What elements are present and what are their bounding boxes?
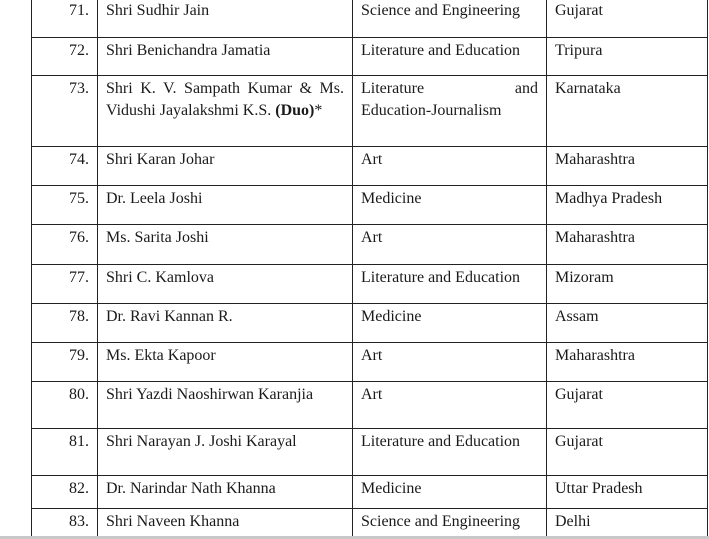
footnote-mark: * xyxy=(314,102,323,119)
award-field: Science and Engineering xyxy=(353,509,547,537)
state: Gujarat xyxy=(547,429,708,476)
awardee-name: Ms. Sarita Joshi xyxy=(98,225,353,265)
serial-number: 72. xyxy=(32,38,98,76)
awardee-name: Shri Benichandra Jamatia xyxy=(98,38,353,76)
field-word-literature: Literature xyxy=(361,80,425,97)
field-line-2: Education-Journalism xyxy=(361,102,502,119)
table-row xyxy=(32,186,708,225)
award-field: Literature and Education xyxy=(353,265,547,304)
awardee-name: Dr. Leela Joshi xyxy=(98,186,353,225)
state: Mizoram xyxy=(547,265,708,304)
award-field: Art xyxy=(353,382,547,429)
awardee-name: Shri Naveen Khanna xyxy=(98,509,353,537)
awardee-name: Dr. Ravi Kannan R. xyxy=(98,304,353,343)
award-field: Medicine xyxy=(353,476,547,509)
serial-number: 82. xyxy=(32,476,98,509)
state: Assam xyxy=(547,304,708,343)
awardee-name: Shri Sudhir Jain xyxy=(98,0,353,38)
state: Maharashtra xyxy=(547,343,708,382)
table-row xyxy=(32,0,708,38)
awardee-name xyxy=(98,76,353,147)
state: Uttar Pradesh xyxy=(547,476,708,509)
award-field: Literature and Education xyxy=(353,429,547,476)
serial-number: 73. xyxy=(32,76,98,147)
serial-number: 75. xyxy=(32,186,98,225)
awardee-name: Shri Narayan J. Joshi Karayal xyxy=(98,429,353,476)
award-field: Art xyxy=(353,225,547,265)
awardee-name: Shri C. Kamlova xyxy=(98,265,353,304)
award-field: Medicine xyxy=(353,186,547,225)
table-row xyxy=(32,476,708,509)
table-row xyxy=(32,429,708,476)
award-field: Art xyxy=(353,343,547,382)
serial-number: 71. xyxy=(32,0,98,38)
awardee-name: Shri Karan Johar xyxy=(98,147,353,186)
state: Tripura xyxy=(547,38,708,76)
award-field xyxy=(353,76,547,147)
table-row xyxy=(32,147,708,186)
serial-number: 80. xyxy=(32,382,98,429)
table-row xyxy=(32,509,708,537)
award-field: Medicine xyxy=(353,304,547,343)
serial-number: 81. xyxy=(32,429,98,476)
award-field: Literature and Education xyxy=(353,38,547,76)
table-row xyxy=(32,382,708,429)
table-row xyxy=(32,76,708,147)
table-row xyxy=(32,343,708,382)
field-word-and: and xyxy=(514,80,538,97)
table-row xyxy=(32,304,708,343)
awardee-name: Dr. Narindar Nath Khanna xyxy=(98,476,353,509)
state: Madhya Pradesh xyxy=(547,186,708,225)
awardee-name: Ms. Ekta Kapoor xyxy=(98,343,353,382)
serial-number: 74. xyxy=(32,147,98,186)
state: Gujarat xyxy=(547,0,708,38)
serial-number: 83. xyxy=(32,509,98,537)
table-row xyxy=(32,225,708,265)
state: Maharashtra xyxy=(547,147,708,186)
state: Gujarat xyxy=(547,382,708,429)
awardee-name: Shri Yazdi Naoshirwan Karanjia xyxy=(98,382,353,429)
award-field: Science and Engineering xyxy=(353,0,547,38)
serial-number: 78. xyxy=(32,304,98,343)
serial-number: 76. xyxy=(32,225,98,265)
state: Karnataka xyxy=(547,76,708,147)
state: Maharashtra xyxy=(547,225,708,265)
award-field: Art xyxy=(353,147,547,186)
state: Delhi xyxy=(547,509,708,537)
serial-number: 77. xyxy=(32,265,98,304)
awardee-name-text: Shri K. V. Sampath Kumar & Ms. Vidushi Jayalakshmi K.S. xyxy=(106,80,344,119)
serial-number: 79. xyxy=(32,343,98,382)
table-row xyxy=(32,265,708,304)
awardees-table xyxy=(31,0,708,536)
duo-label: (Duo) xyxy=(275,102,315,119)
table-row xyxy=(32,38,708,76)
